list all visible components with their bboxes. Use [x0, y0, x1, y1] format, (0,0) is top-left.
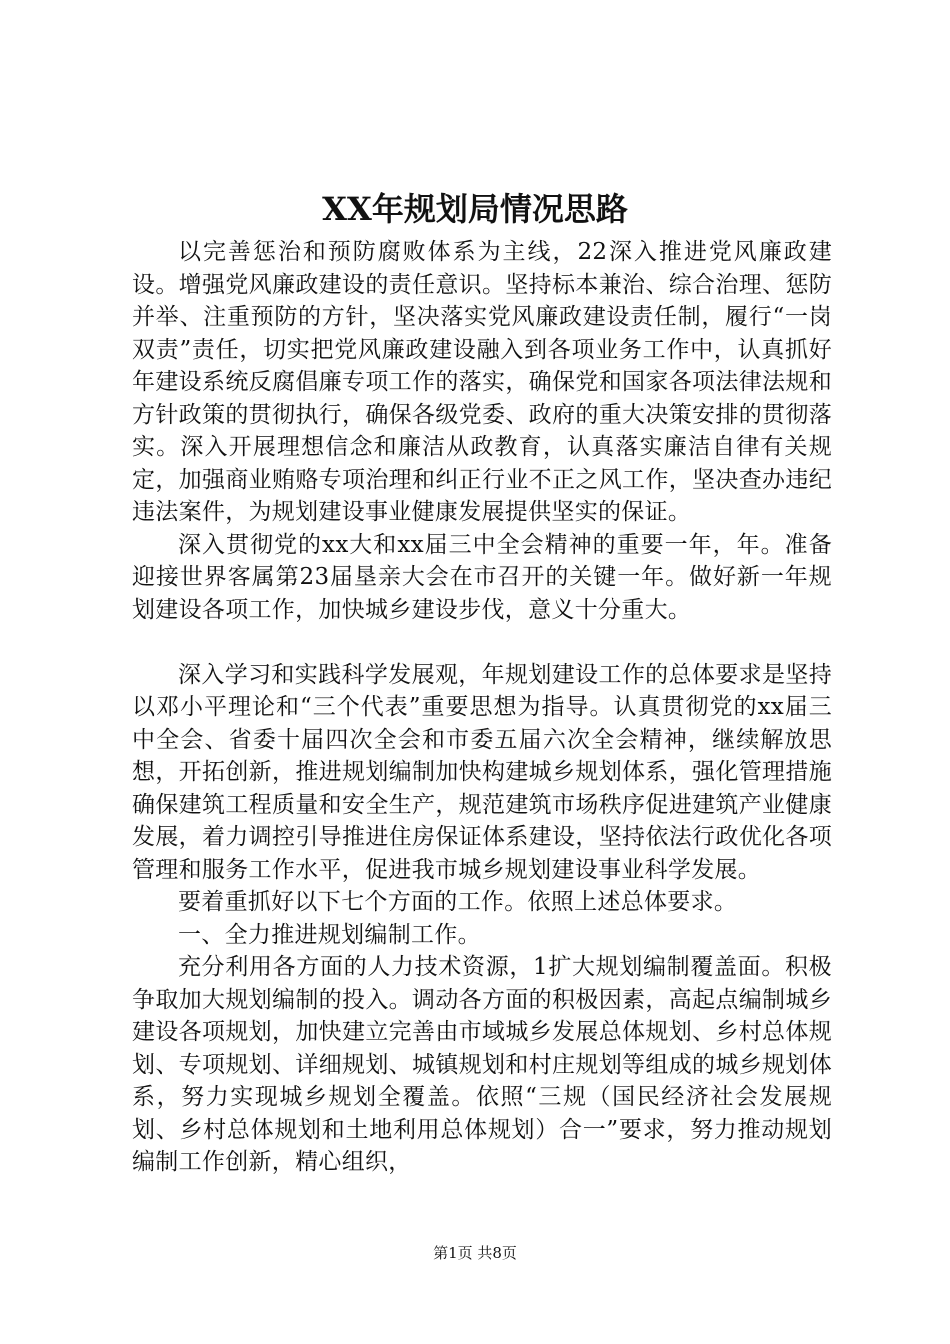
document-title: XX年规划局情况思路: [322, 190, 628, 228]
section-heading-planning: 一、全力推进规划编制工作。: [178, 921, 481, 948]
paragraph-planning-coverage: 充分利用各方面的人力技术资源，1扩大规划编制覆盖面。积极争取加大规划编制的投入。调动各方面的积极因素，高起点编制城乡建设各项规划，加快建立完善由市域城乡发展总体规划、乡村总体规划、专项规划、详细规划、城镇规划和村庄规划等组成的城乡规划体系，努力实现城乡规划全覆盖。依照“三规（国民经济社会发展规划、乡村总体规划和土地利用总体规划）合一”要求，努力推动规划编制工作创新，精心组织，: [132, 954, 832, 1175]
page-footer: 第1页 共8页: [433, 1244, 517, 1262]
paragraph-seven-aspects: 要着重抓好以下七个方面的工作。依照上述总体要求。: [178, 889, 738, 915]
paragraph-important-year: 深入贯彻党的xx大和xx届三中全会精神的重要一年，年。准备迎接世界客属第23届垦亲大会在市召开的关键一年。做好新一年规划建设各项工作，加快城乡建设步伐，意义十分重大。: [132, 531, 832, 623]
paragraph-overall-requirements: 深入学习和实践科学发展观，年规划建设工作的总体要求是坚持以邓小平理论和“三个代表”重要思想为指导。认真贯彻党的xx届三中全会、省委十届四次全会和市委五届六次全会精神，继续解放思想，开拓创新，推进规划编制加快构建城乡规划体系，强化管理措施确保建筑工程质量和安全生产，规范建筑市场秩序促进建筑产业健康发展，着力调控引导推进住房保证体系建设，坚持依法行政优化各项管理和服务工作水平，促进我市城乡规划建设事业科学发展。: [132, 661, 832, 883]
paragraph-party-conduct: 以完善惩治和预防腐败体系为主线，22深入推进党风廉政建设。增强党风廉政建设的责任意识。坚持标本兼治、综合治理、惩防并举、注重预防的方针，坚决落实党风廉政建设责任制，履行“一岗双责”责任，切实把党风廉政建设融入到各项业务工作中，认真抓好年建设系统反腐倡廉专项工作的落实，确保党和国家各项法律法规和方针政策的贯彻执行，确保各级党委、政府的重大决策安排的贯彻落实。深入开展理想信念和廉洁从政教育，认真落实廉洁自律有关规定，加强商业贿赂专项治理和纠正行业不正之风工作，坚决查办违纪违法案件，为规划建设事业健康发展提供坚实的保证。: [132, 239, 832, 525]
document-body: [132, 236, 832, 1179]
